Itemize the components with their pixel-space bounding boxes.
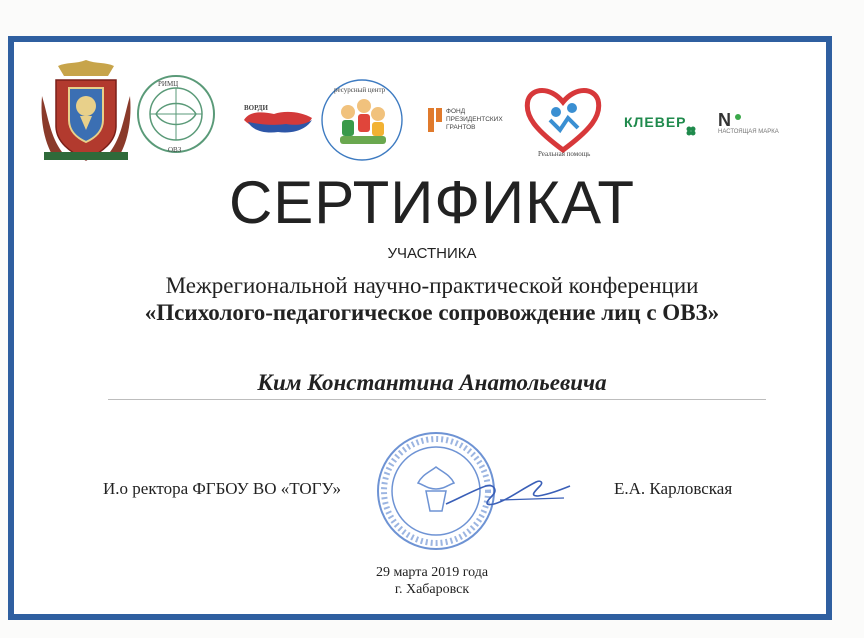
presidential-grants-logo: ФОНД ПРЕЗИДЕНТСКИХ ГРАНТОВ xyxy=(428,108,508,144)
logo-strip xyxy=(36,56,796,166)
conference-line-1: Межрегиональной научно-практической конференции xyxy=(165,273,699,298)
issue-city: г. Хабаровск xyxy=(394,582,470,597)
klever-logo: КЛЕВЕР xyxy=(624,114,694,140)
n-mark-logo: N НАСТОЯЩАЯ МАРКА xyxy=(718,110,779,135)
clover-icon xyxy=(686,126,696,136)
conference-line-2: «Психолого-педагогическое сопровождение лиц с ОВЗ» xyxy=(144,300,720,325)
signer-name: Е.А. Карловская xyxy=(614,479,733,498)
coat-of-arms-icon xyxy=(36,56,136,166)
svg-text:ВОРДИ: ВОРДИ xyxy=(244,104,268,112)
vordi-map-icon xyxy=(240,102,316,138)
n-mark-dot-icon xyxy=(735,114,741,120)
real-help-heart-icon xyxy=(516,78,610,158)
children-resource-center-icon xyxy=(318,76,406,164)
grant-mark-icon xyxy=(428,108,442,132)
issue-date: 29 марта 2019 года xyxy=(375,565,489,580)
signature-icon xyxy=(440,470,576,518)
certificate-subtitle: УЧАСТНИКА xyxy=(387,245,477,262)
certificate-title: СЕРТИФИКАТ xyxy=(228,169,636,236)
participant-name: Ким Константина Анатольевича xyxy=(257,370,607,395)
svg-text:Реальная помощь: Реальная помощь xyxy=(538,150,591,158)
svg-text:ОВЗ: ОВЗ xyxy=(168,146,182,154)
rimc-ovz-emblem-icon xyxy=(134,72,218,156)
svg-text:ресурсный центр: ресурсный центр xyxy=(334,86,386,94)
rector-title: И.о ректора ФГБОУ ВО «ТОГУ» xyxy=(103,479,341,498)
svg-text:РИМЦ: РИМЦ xyxy=(158,80,179,88)
name-underline xyxy=(108,399,766,400)
